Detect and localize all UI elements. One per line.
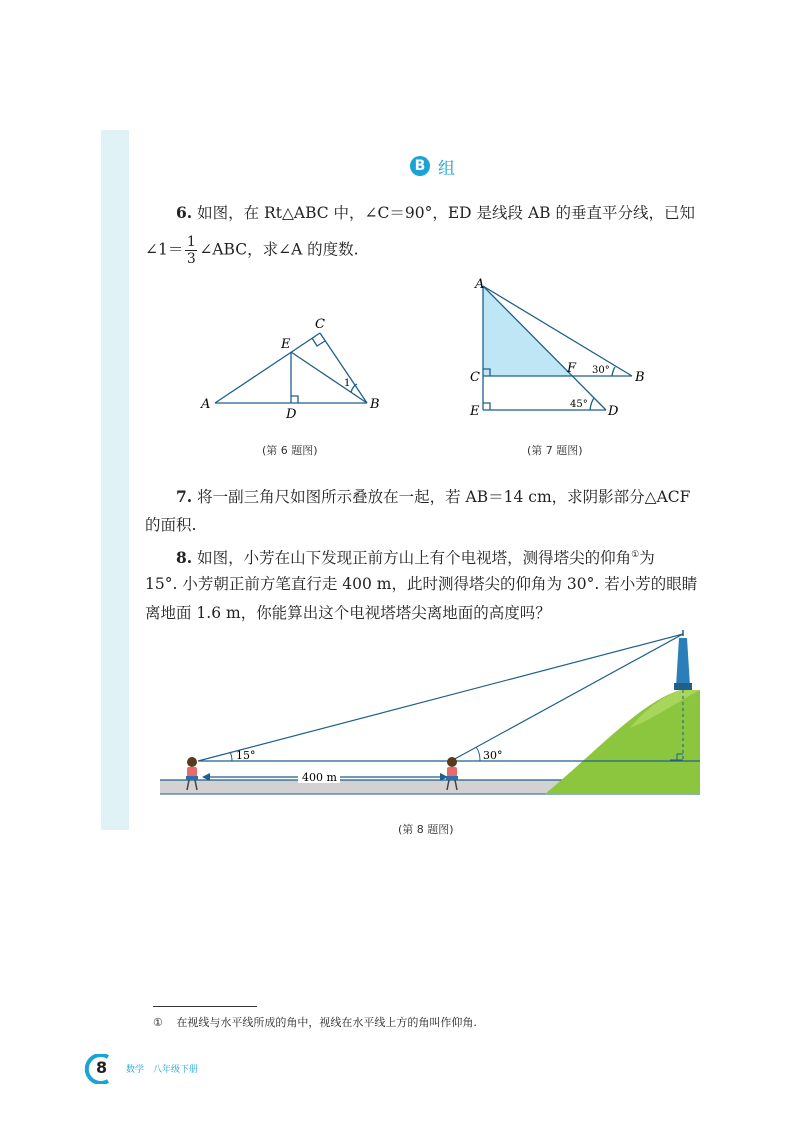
fig8-hill (545, 690, 700, 794)
fig7-label-D: D (608, 404, 619, 419)
fig7-label-C: C (470, 370, 480, 385)
q7-line1 (176, 482, 690, 512)
fig6-label-B: B (370, 397, 380, 412)
frac-denominator: 3 (186, 251, 196, 267)
q8-text-1: 如图，小芳在山下发现正前方山上有个电视塔，测得塔尖的仰角 (197, 549, 632, 568)
q6-line1 (176, 198, 695, 228)
fig8-label-distance: 400 m (302, 771, 337, 784)
q7-line2: 的面积. (145, 516, 197, 534)
q8-line3: 离地面 1.6 m，你能算出这个电视塔塔尖离地面的高度吗？ (145, 604, 551, 622)
group-header (410, 154, 455, 178)
fig7-label-B: B (635, 370, 645, 385)
fig6-label-E: E (281, 337, 291, 352)
q6-fraction (185, 234, 197, 267)
fig6-right-angle-D (291, 396, 298, 403)
q6-line2 (145, 234, 359, 267)
q7-text-1: 将一副三角尺如图所示叠放在一起，若 AB＝14 cm，求阴影部分△ACF (197, 488, 691, 506)
footnote-rule (153, 1006, 257, 1007)
fig7-label-45: 45° (570, 399, 588, 410)
q6-text-1: 如图，在 Rt△ABC 中，∠C＝90°，ED 是线段 AB 的垂直平分线，已知 (197, 204, 695, 222)
q8-line2: 15°. 小芳朝正前方笔直行走 400 m，此时测得塔尖的仰角为 30°. 若小芳的眼睛 (145, 575, 698, 593)
fig7-label-F: F (567, 361, 577, 376)
q8-number: 8. (176, 548, 193, 568)
fig7-angle30-arc (612, 367, 615, 376)
group-badge: B (410, 156, 430, 176)
q8-footnote-mark: ① (631, 550, 640, 560)
fig6-label-A: A (201, 397, 211, 412)
page-number: 8 (96, 1058, 108, 1077)
fig8-tower (674, 630, 692, 690)
footer-book: 八年级下册 (153, 1065, 199, 1075)
group-label: 组 (438, 158, 455, 179)
figure-6 (195, 310, 395, 420)
fig7-caption: (第 7 题图) (527, 444, 583, 457)
q8-text-1-end: 为 (639, 549, 655, 568)
fig6-segment-AC (215, 333, 320, 403)
fig8-label-30: 30° (483, 749, 503, 762)
fig6-right-angle-C (312, 338, 325, 346)
fig8-angle15-arc (230, 752, 232, 761)
fig8-caption: (第 8 题图) (398, 823, 454, 836)
fig7-right-angle-E (483, 403, 490, 410)
fig8-label-15: 15° (236, 749, 256, 762)
fig6-label-angle1: 1 (344, 378, 351, 389)
fig7-label-E: E (470, 404, 480, 419)
fig6-caption: (第 6 题图) (262, 444, 318, 457)
fig7-label-A: A (475, 277, 485, 292)
fig8-angle30-arc (476, 747, 480, 761)
footer-subject: 数学 (126, 1065, 145, 1075)
footnote-mark: ① (153, 1016, 163, 1029)
side-band (101, 130, 129, 830)
q6-text-2-pre: ∠1＝ (145, 240, 184, 259)
fig7-label-30: 30° (592, 365, 610, 376)
footnote-text: 在视线与水平线所成的角中，视线在水平线上方的角叫作仰角. (176, 1016, 477, 1029)
fig6-label-D: D (286, 407, 297, 420)
q7-number: 7. (176, 487, 193, 506)
figure-8 (160, 628, 700, 804)
figure-7 (462, 272, 662, 422)
frac-numerator: 1 (186, 234, 196, 250)
fig7-angle45-arc (590, 398, 594, 410)
fig6-segment-CB (320, 333, 367, 403)
footnote (153, 1014, 477, 1030)
fig6-label-C: C (315, 317, 325, 332)
q6-text-2-post: ∠ABC，求∠A 的度数. (199, 240, 359, 259)
fig6-segment-EB (291, 352, 367, 403)
q6-number: 6. (176, 203, 193, 222)
fig6-angle-arc (351, 384, 357, 392)
